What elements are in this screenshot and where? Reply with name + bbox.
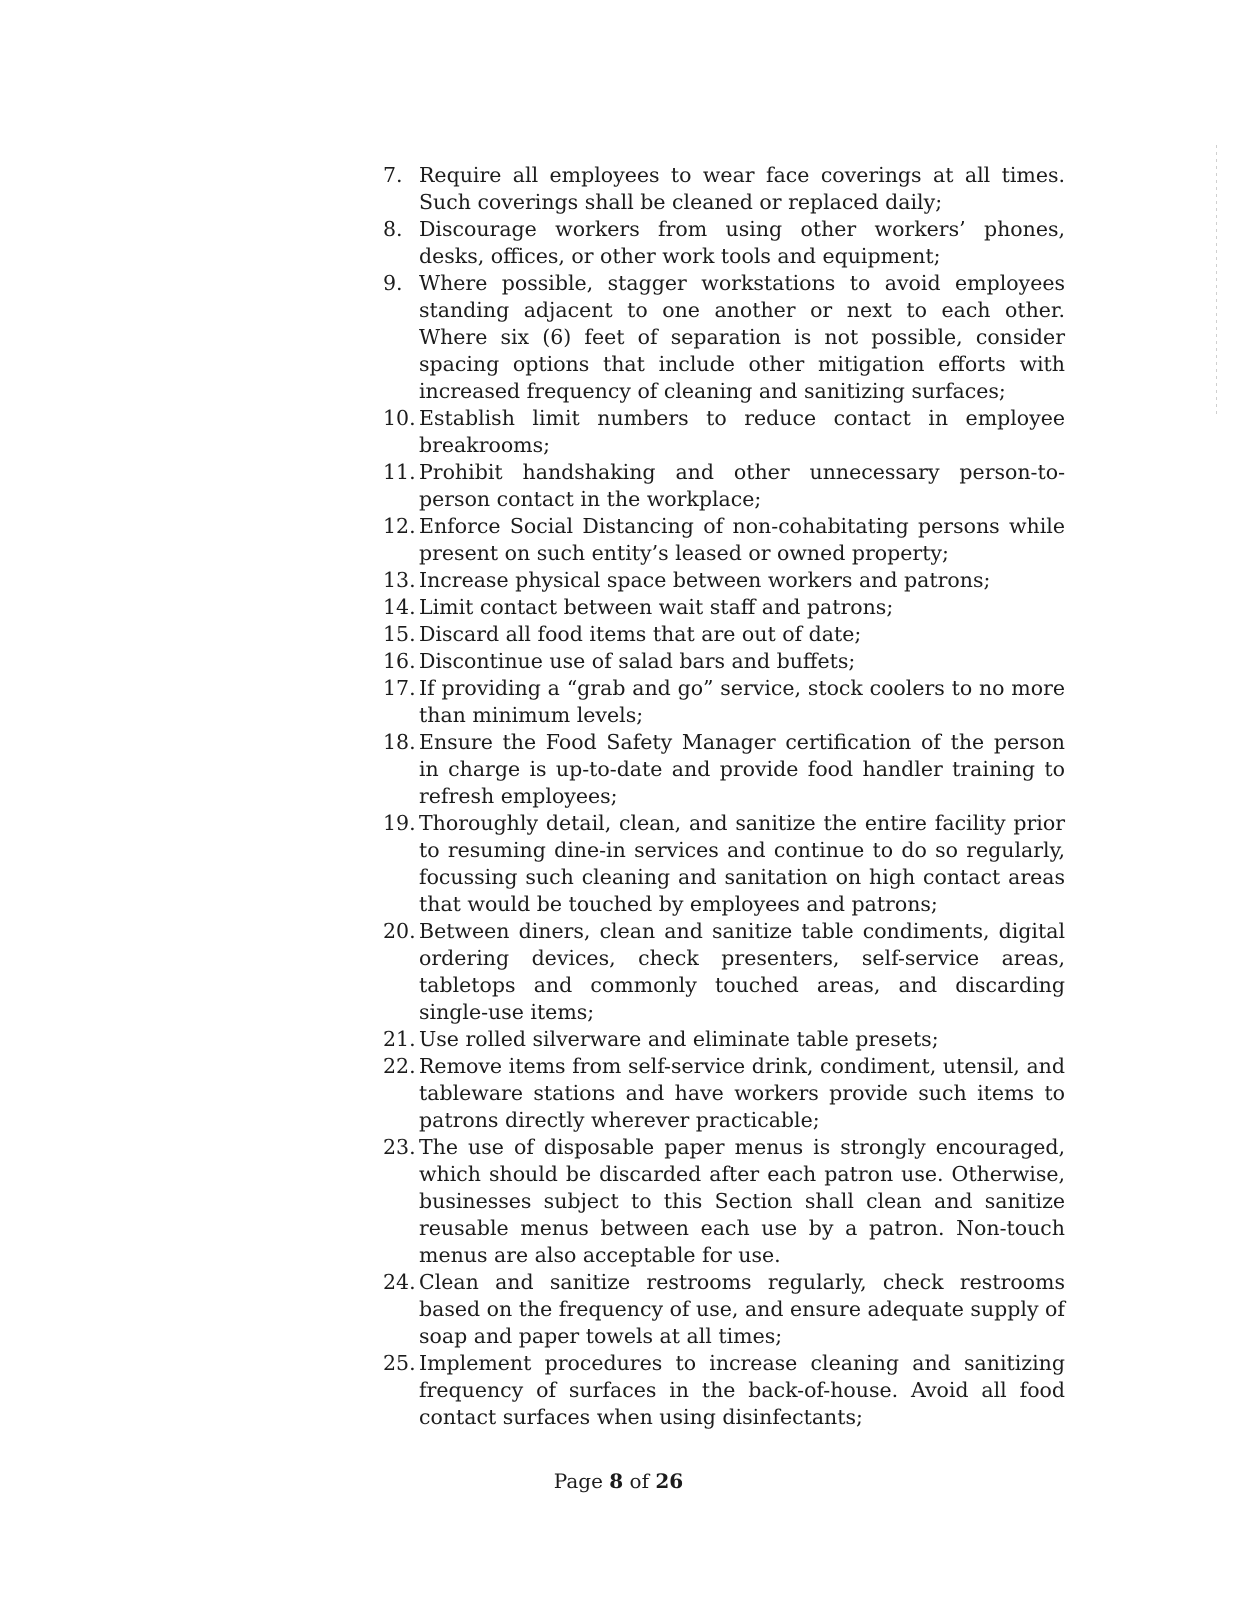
page-number: 8 <box>609 1469 624 1493</box>
item-text: Where possible, stagger workstations to avoid employees standing adjacent to one another or next to each other. Where six (6) feet of separation is not possible, consider spacing options that include other mitigation efforts with increased frequency of cleaning and sanitizing surfaces; <box>419 271 1065 403</box>
item-number: 8. <box>383 217 403 241</box>
list-item <box>383 810 1065 918</box>
item-text: Thoroughly detail, clean, and sanitize the entire facility prior to resuming dine-in services and continue to do so regularly, focussing such cleaning and sanitation on high contact areas that would be touched by employees and patrons; <box>419 811 1065 916</box>
item-text: Enforce Social Distancing of non-cohabitating persons while present on such entity’s leased or owned property; <box>419 514 1065 565</box>
item-text: The use of disposable paper menus is strongly encouraged, which should be discarded after each patron use. Otherwise, businesses subject to this Section shall clean and sanitize reusable menus between each use by a patron. Non-touch menus are also acceptable for use. <box>419 1135 1065 1267</box>
list-item <box>383 1269 1065 1350</box>
item-number: 25. <box>383 1351 416 1375</box>
item-number: 17. <box>383 676 416 700</box>
item-number: 20. <box>383 919 416 943</box>
scan-edge-mark <box>1216 145 1217 415</box>
list-item <box>383 1134 1065 1269</box>
item-text: Remove items from self-service drink, condiment, utensil, and tableware stations and have workers provide such items to patrons directly wherever practicable; <box>419 1054 1065 1132</box>
page-footer <box>0 1468 1237 1494</box>
item-text: Discontinue use of salad bars and buffets; <box>419 649 856 673</box>
item-number: 24. <box>383 1270 416 1294</box>
item-number: 11. <box>383 460 416 484</box>
item-text: Discard all food items that are out of date; <box>419 622 862 646</box>
item-number: 18. <box>383 730 416 754</box>
list-item <box>383 162 1065 216</box>
list-item <box>383 918 1065 1026</box>
item-text: Require all employees to wear face coverings at all times. Such coverings shall be cleaned or replaced daily; <box>419 163 1065 214</box>
item-text: Clean and sanitize restrooms regularly, check restrooms based on the frequency of use, and ensure adequate supply of soap and paper towels at all times; <box>419 1270 1065 1348</box>
item-text: Prohibit handshaking and other unnecessary person-to-person contact in the workplace; <box>419 460 1065 511</box>
page-label: Page <box>553 1469 603 1493</box>
list-item <box>383 1026 1065 1053</box>
numbered-list <box>383 162 1065 1431</box>
item-text: If providing a “grab and go” service, stock coolers to no more than minimum levels; <box>419 676 1065 727</box>
list-item <box>383 513 1065 567</box>
item-number: 10. <box>383 406 416 430</box>
item-text: Between diners, clean and sanitize table condiments, digital ordering devices, check presenters, self-service areas, tabletops and commonly touched areas, and discarding single-use items; <box>419 919 1065 1024</box>
list-item <box>383 675 1065 729</box>
item-text: Limit contact between wait staff and patrons; <box>419 595 894 619</box>
item-text: Establish limit numbers to reduce contact in employee breakrooms; <box>419 406 1065 457</box>
item-number: 15. <box>383 622 416 646</box>
item-text: Increase physical space between workers and patrons; <box>419 568 991 592</box>
list-item <box>383 621 1065 648</box>
item-number: 16. <box>383 649 416 673</box>
list-item <box>383 216 1065 270</box>
item-number: 14. <box>383 595 416 619</box>
item-number: 23. <box>383 1135 416 1159</box>
list-item <box>383 270 1065 405</box>
item-number: 22. <box>383 1054 416 1078</box>
list-item <box>383 648 1065 675</box>
item-text: Discourage workers from using other workers’ phones, desks, offices, or other work tools and equipment; <box>419 217 1065 268</box>
list-item <box>383 1053 1065 1134</box>
item-number: 9. <box>383 271 403 295</box>
item-text: Use rolled silverware and eliminate table presets; <box>419 1027 939 1051</box>
item-number: 13. <box>383 568 416 592</box>
list-item <box>383 594 1065 621</box>
item-number: 12. <box>383 514 416 538</box>
item-number: 7. <box>383 163 403 187</box>
list-item <box>383 1350 1065 1431</box>
of-label: of <box>629 1469 649 1493</box>
list-item <box>383 729 1065 810</box>
item-text: Ensure the Food Safety Manager certification of the person in charge is up-to-date and provide food handler training to refresh employees; <box>419 730 1065 808</box>
item-number: 21. <box>383 1027 416 1051</box>
list-item <box>383 567 1065 594</box>
item-number: 19. <box>383 811 416 835</box>
item-text: Implement procedures to increase cleaning and sanitizing frequency of surfaces in the back-of-house. Avoid all food contact surfaces when using disinfectants; <box>419 1351 1065 1429</box>
total-pages: 26 <box>655 1469 684 1493</box>
list-item <box>383 459 1065 513</box>
list-item <box>383 405 1065 459</box>
